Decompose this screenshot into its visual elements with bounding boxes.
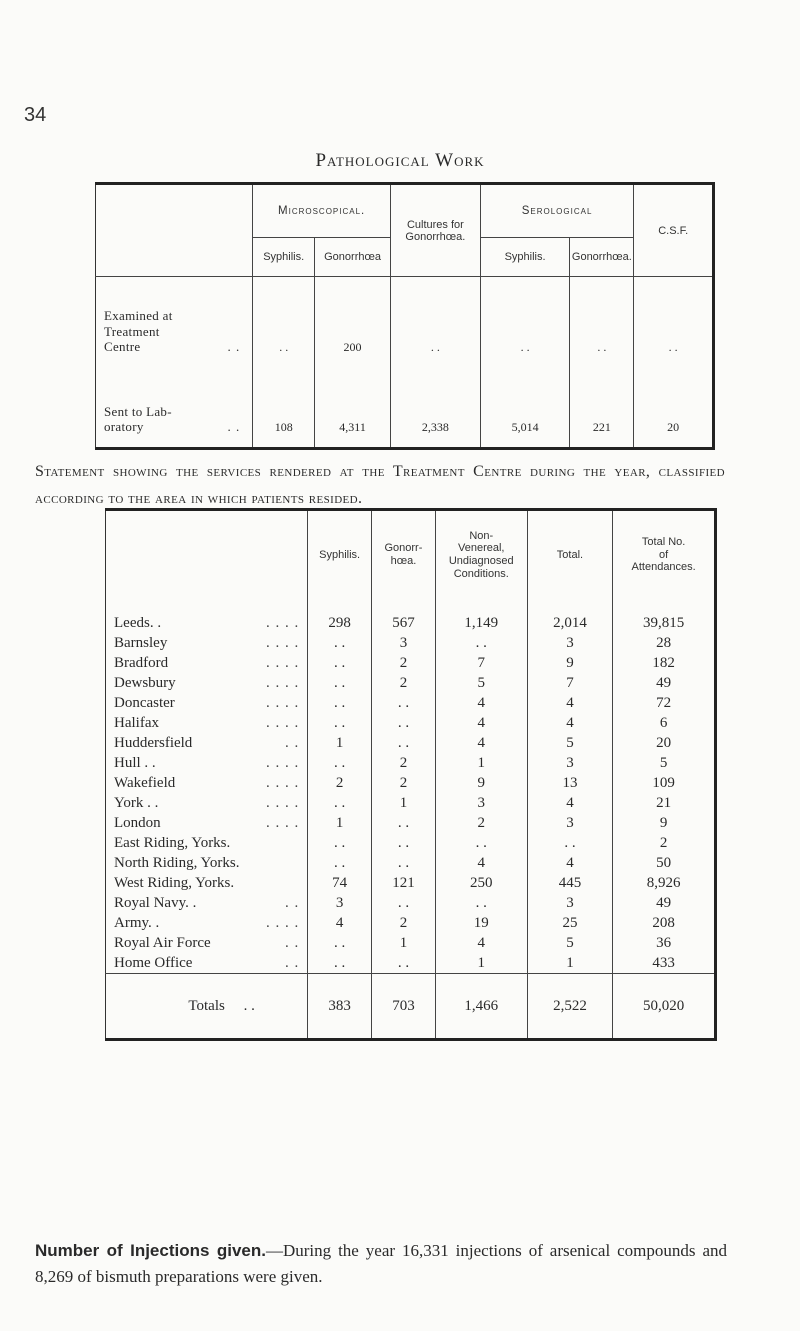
area-cell [106, 753, 308, 773]
cell-total: 7 [527, 673, 613, 693]
cell-total: 445 [527, 873, 613, 893]
header-line: Attendances. [631, 561, 696, 574]
area-cell [106, 673, 308, 693]
table-row [106, 693, 716, 713]
cell-syphilis: 298 [308, 599, 372, 633]
totals-syphilis: 383 [308, 974, 372, 1040]
cell-total: 4 [527, 853, 613, 873]
cell-attendances: 20 [613, 733, 716, 753]
cell-attendances: 433 [613, 953, 716, 974]
cell-syphilis: . . [308, 653, 372, 673]
table-row [106, 713, 716, 733]
table-row [106, 953, 716, 974]
cell-syphilis: . . [308, 833, 372, 853]
header-line: Conditions. [453, 567, 509, 580]
syphilis-header: Syphilis. [308, 510, 372, 600]
table-row [96, 363, 714, 449]
table-row [106, 793, 716, 813]
cell-non-venereal: . . [435, 833, 527, 853]
cell-gonorrhoea: 3 [372, 633, 436, 653]
leader-dots: . . . . [265, 775, 300, 791]
area-cell [106, 733, 308, 753]
table-row [106, 753, 716, 773]
totals-attendances: 50,020 [613, 974, 716, 1040]
area-cell [106, 713, 308, 733]
table-row [106, 853, 716, 873]
cell-gonorrhoea: . . [372, 693, 436, 713]
leader-dots: . . . . [265, 755, 300, 771]
row-label [96, 277, 253, 364]
injections-paragraph [35, 1238, 727, 1290]
header-line: Gonorr- [384, 542, 423, 555]
leader-dots: . . . . [265, 655, 300, 671]
header-line: Total No. [641, 536, 686, 549]
cell-non-venereal: 2 [435, 813, 527, 833]
pathological-work-table [95, 182, 715, 450]
area-cell [106, 599, 308, 633]
table-row [106, 873, 716, 893]
cultures-header: Cultures for Gonorrhœa. [390, 184, 480, 277]
cell-non-venereal: 1,149 [435, 599, 527, 633]
cell-syphilis: . . [308, 753, 372, 773]
area-cell [106, 773, 308, 793]
cell-gonorrhoea: . . [372, 953, 436, 974]
cell-syphilis: 1 [308, 733, 372, 753]
cell-gonorrhoea: . . [372, 713, 436, 733]
leader-dots [299, 873, 307, 893]
section-title: Pathological Work [315, 150, 485, 171]
cell-non-venereal: 19 [435, 913, 527, 933]
gonorrhoea-header [372, 510, 436, 600]
cell-gonorrhoea: . . [372, 813, 436, 833]
table-row [96, 277, 714, 364]
leader-dots [299, 833, 307, 853]
total-header: Total. [527, 510, 613, 600]
cell-total: 13 [527, 773, 613, 793]
ser-gonorrhoea-header: Gonorrhœa. [570, 238, 634, 277]
cell-syphilis: 2 [308, 773, 372, 793]
area-cell [106, 893, 308, 913]
cell-attendances: 8,926 [613, 873, 716, 893]
cell-gonorrhoea: 567 [372, 599, 436, 633]
cell-gonorrhoea: . . [372, 853, 436, 873]
leader-dots: . . [284, 955, 300, 971]
area-name: London [114, 815, 161, 831]
cell-attendances: 50 [613, 853, 716, 873]
cell-attendances: 49 [613, 893, 716, 913]
row-label-line: Examined at [104, 308, 173, 324]
cell-total: 9 [527, 653, 613, 673]
row-label [96, 363, 253, 449]
cell-non-venereal: . . [435, 633, 527, 653]
cell-gonorrhoea: . . [372, 833, 436, 853]
leader-dots [299, 853, 307, 873]
area-cell [106, 873, 308, 893]
microscopical-header: Microscopical. [253, 184, 391, 238]
cell: . . [480, 277, 570, 364]
cell-attendances: 182 [613, 653, 716, 673]
cell-total: 3 [527, 893, 613, 913]
cell-attendances: 36 [613, 933, 716, 953]
cell: 221 [570, 363, 634, 449]
cell: 2,338 [390, 363, 480, 449]
cell-syphilis: . . [308, 793, 372, 813]
serological-header: Serological [480, 184, 634, 238]
cell-non-venereal: . . [435, 893, 527, 913]
header-line: hœa. [390, 555, 417, 567]
cell: 20 [634, 363, 714, 449]
leader-dots: . . [243, 998, 255, 1014]
cell-total: 1 [527, 953, 613, 974]
area-name: Wakefield [114, 775, 176, 791]
cell-gonorrhoea: 2 [372, 753, 436, 773]
cell-gonorrhoea: . . [372, 893, 436, 913]
micro-syphilis-header: Syphilis. [253, 238, 315, 277]
cell-total: 4 [527, 713, 613, 733]
leader-dots: . . [227, 339, 241, 355]
area-name: Halifax [114, 715, 159, 731]
cell-non-venereal: 3 [435, 793, 527, 813]
totals-gonorrhoea: 703 [372, 974, 436, 1040]
cell-non-venereal: 4 [435, 933, 527, 953]
area-name: Royal Air Force [114, 935, 211, 951]
cell-total: 3 [527, 633, 613, 653]
cell-attendances: 72 [613, 693, 716, 713]
cell-total: 2,014 [527, 599, 613, 633]
cell-non-venereal: 4 [435, 733, 527, 753]
injections-heading: Number of Injections given. [35, 1241, 266, 1260]
cell-gonorrhoea: 121 [372, 873, 436, 893]
statement-heading: Statement showing the services rendered at the Treatment Centre during the year, classified according to the area in which patients resided. [35, 463, 725, 507]
cell-total: 5 [527, 933, 613, 953]
non-venereal-header [435, 510, 527, 600]
table-row [106, 599, 716, 633]
leader-dots: . . . . [265, 675, 300, 691]
page-number: 34 [24, 104, 47, 126]
area-cell [106, 913, 308, 933]
cell-total: . . [527, 833, 613, 853]
totals-label-cell [106, 974, 308, 1040]
area-cell [106, 793, 308, 813]
cell-non-venereal: 5 [435, 673, 527, 693]
cell-attendances: 39,815 [613, 599, 716, 633]
leader-dots: . . . . [265, 915, 300, 931]
leader-dots: . . . . [265, 815, 300, 831]
totals-non-venereal: 1,466 [435, 974, 527, 1040]
cell: . . [253, 277, 315, 364]
cell-attendances: 2 [613, 833, 716, 853]
table-row [106, 733, 716, 753]
area-cell [106, 813, 308, 833]
area-name: Huddersfield [114, 735, 193, 751]
micro-gonorrhoea-header: Gonorrhœa [315, 238, 391, 277]
area-name: Home Office [114, 955, 193, 971]
cell-syphilis: . . [308, 953, 372, 974]
cell-non-venereal: 250 [435, 873, 527, 893]
cell-syphilis: . . [308, 673, 372, 693]
cell-non-venereal: 7 [435, 653, 527, 673]
cell-total: 25 [527, 913, 613, 933]
table-row [106, 773, 716, 793]
cell-non-venereal: 4 [435, 693, 527, 713]
cell-syphilis: 4 [308, 913, 372, 933]
cell-non-venereal: 9 [435, 773, 527, 793]
cell-gonorrhoea: 2 [372, 653, 436, 673]
header-line: Venereal, [458, 542, 505, 555]
leader-dots: . . . . [265, 695, 300, 711]
cell-attendances: 21 [613, 793, 716, 813]
leader-dots: . . . . [265, 715, 300, 731]
totals-total: 2,522 [527, 974, 613, 1040]
cell-gonorrhoea: 1 [372, 933, 436, 953]
cell-total: 3 [527, 813, 613, 833]
area-header-blank [106, 510, 308, 600]
cell-syphilis: . . [308, 633, 372, 653]
totals-row [106, 974, 716, 1040]
area-name: Bradford [114, 655, 169, 671]
area-cell [106, 833, 308, 853]
cell-total: 4 [527, 693, 613, 713]
leader-dots: . . . . [265, 615, 300, 631]
area-name: Leeds. . [114, 615, 162, 631]
cell-total: 5 [527, 733, 613, 753]
cell-non-venereal: 1 [435, 953, 527, 974]
leader-dots: . . [284, 935, 300, 951]
cell: . . [390, 277, 480, 364]
area-cell [106, 953, 308, 974]
attendances-header [613, 510, 716, 600]
injections-text: —During the year 16,331 injections of arsenical compounds and 8,269 of bismuth preparations were given. [35, 1241, 727, 1286]
cell-syphilis: . . [308, 693, 372, 713]
table-row [106, 833, 716, 853]
cell: . . [570, 277, 634, 364]
header-line: of [659, 548, 669, 561]
leader-dots: . . . . [265, 635, 300, 651]
cell-non-venereal: 4 [435, 713, 527, 733]
area-name: North Riding, Yorks. [114, 855, 240, 871]
cell-attendances: 49 [613, 673, 716, 693]
cell-attendances: 6 [613, 713, 716, 733]
table-row [106, 893, 716, 913]
cell-syphilis: . . [308, 713, 372, 733]
leader-dots: . . [284, 735, 300, 751]
area-name: Hull . . [114, 755, 156, 771]
area-services-table [105, 508, 717, 1041]
table-row [106, 913, 716, 933]
cell-gonorrhoea: 2 [372, 913, 436, 933]
row-header-blank [96, 184, 253, 277]
cell-total: 4 [527, 793, 613, 813]
cell: 200 [315, 277, 391, 364]
area-name: York . . [114, 795, 159, 811]
cell-non-venereal: 4 [435, 853, 527, 873]
csf-header: C.S.F. [634, 184, 714, 277]
area-name: Doncaster [114, 695, 175, 711]
area-cell [106, 653, 308, 673]
table-row [106, 813, 716, 833]
cell: 108 [253, 363, 315, 449]
cell-gonorrhoea: 1 [372, 793, 436, 813]
leader-dots: . . . . [265, 795, 300, 811]
cell-gonorrhoea: . . [372, 733, 436, 753]
row-label-line: Sent to Lab- [104, 403, 172, 419]
table-row [106, 653, 716, 673]
table-row [106, 933, 716, 953]
area-name: West Riding, Yorks. [114, 875, 235, 891]
table-row [106, 633, 716, 653]
cell: 5,014 [480, 363, 570, 449]
cell-attendances: 9 [613, 813, 716, 833]
cell-syphilis: . . [308, 933, 372, 953]
area-name: Barnsley [114, 635, 168, 651]
header-line: Non- [469, 529, 494, 542]
area-cell [106, 633, 308, 653]
table-row [106, 673, 716, 693]
area-name: Dewsbury [114, 675, 176, 691]
totals-label: Totals [188, 998, 225, 1014]
area-name: Army. . [114, 915, 160, 931]
area-cell [106, 933, 308, 953]
row-label-line: Centre [104, 339, 141, 355]
cell-syphilis: 3 [308, 893, 372, 913]
header-line: Undiagnosed [448, 555, 514, 567]
cell-attendances: 28 [613, 633, 716, 653]
leader-dots: . . [227, 419, 241, 435]
area-cell [106, 853, 308, 873]
area-name: Royal Navy. . [114, 895, 197, 911]
cell-non-venereal: 1 [435, 753, 527, 773]
cell-syphilis: . . [308, 853, 372, 873]
cell-attendances: 5 [613, 753, 716, 773]
area-name: East Riding, Yorks. [114, 835, 231, 851]
row-label-line: oratory [104, 419, 144, 435]
area-cell [106, 693, 308, 713]
ser-syphilis-header: Syphilis. [480, 238, 570, 277]
cell: . . [634, 277, 714, 364]
cell-gonorrhoea: 2 [372, 773, 436, 793]
cell: 4,311 [315, 363, 391, 449]
row-label-line: Treatment [104, 323, 160, 339]
cell-total: 3 [527, 753, 613, 773]
cell-syphilis: 74 [308, 873, 372, 893]
cell-attendances: 109 [613, 773, 716, 793]
cell-attendances: 208 [613, 913, 716, 933]
leader-dots: . . [284, 895, 300, 911]
cell-syphilis: 1 [308, 813, 372, 833]
cell-gonorrhoea: 2 [372, 673, 436, 693]
